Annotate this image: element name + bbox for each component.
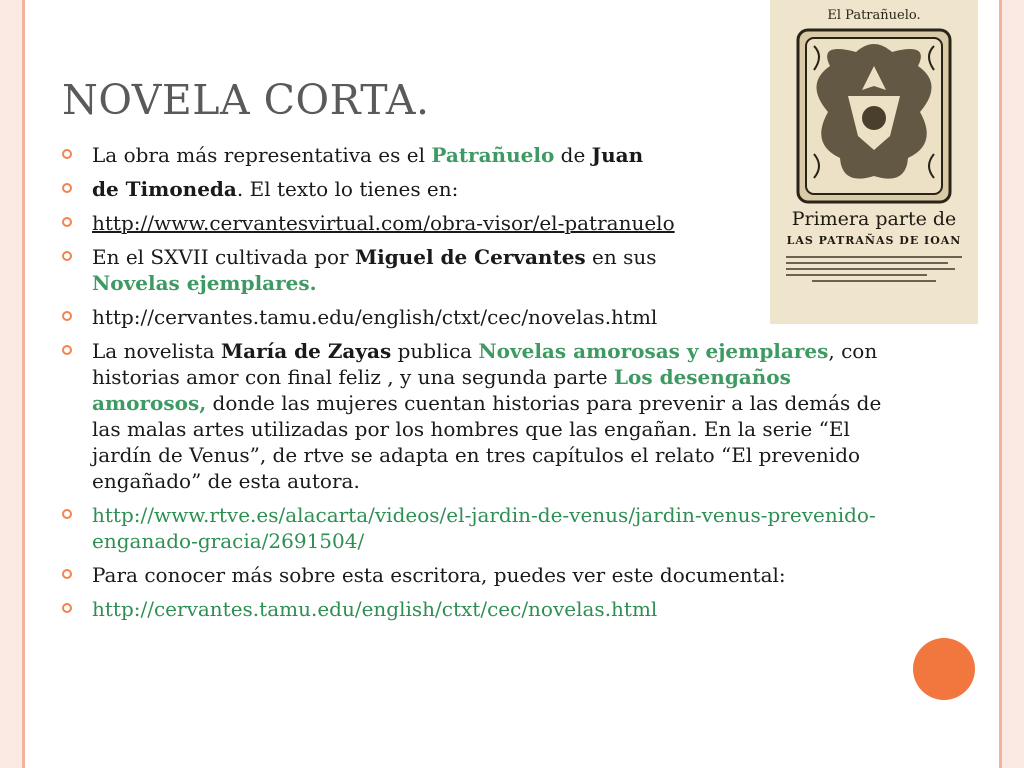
right-decorative-line bbox=[999, 0, 1002, 768]
bullet-icon bbox=[62, 217, 72, 227]
list-item: Para conocer más sobre esta escritora, puedes ver este documental: bbox=[62, 562, 892, 588]
bullet-icon bbox=[62, 149, 72, 159]
list-item bbox=[62, 304, 892, 330]
left-decorative-line bbox=[22, 0, 25, 768]
link-cervantes-tamu-2[interactable]: http://cervantes.tamu.edu/english/ctxt/cec/novelas.html bbox=[92, 597, 658, 621]
left-decorative-band bbox=[0, 0, 22, 768]
bullet-icon bbox=[62, 603, 72, 613]
list-item: La obra más representativa es el Patrañuelo de Juan bbox=[62, 142, 892, 168]
bullet-icon bbox=[62, 345, 72, 355]
list-item bbox=[62, 502, 892, 554]
slide-title: NOVELA CORTA. bbox=[62, 76, 430, 124]
list-item: En el SXVII cultivada por Miguel de Cervantes en sus Novelas ejemplares. bbox=[62, 244, 892, 296]
list-item: La novelista María de Zayas publica Novelas amorosas y ejemplares, con historias amor con final feliz , y una segunda parte Los desengaños amorosos, donde las mujeres cuentan historias para prevenir a las demás de las malas artes utilizadas por los hombres que las engañan. En la serie “El jardín de Venus”, de rtve se adapta en tres capítulos el relato “El prevenido engañado” de esta autora. bbox=[62, 338, 892, 494]
bullet-icon bbox=[62, 183, 72, 193]
highlight-patranuelo: Patrañuelo bbox=[431, 143, 555, 167]
link-rtve[interactable]: http://www.rtve.es/alacarta/videos/el-jardin-de-venus/jardin-venus-prevenido-enganado-gracia/2691504/ bbox=[92, 503, 876, 553]
decorative-orange-circle bbox=[913, 638, 975, 700]
bullet-icon bbox=[62, 251, 72, 261]
link-cervantes-tamu[interactable]: http://cervantes.tamu.edu/english/ctxt/cec/novelas.html bbox=[92, 305, 658, 329]
bullet-icon bbox=[62, 311, 72, 321]
link-cervantesvirtual[interactable]: http://www.cervantesvirtual.com/obra-visor/el-patranuelo bbox=[92, 211, 675, 235]
book-cover-small-text bbox=[786, 252, 962, 296]
list-item bbox=[62, 210, 892, 236]
book-cover-title: El Patrañuelo. bbox=[827, 8, 921, 23]
eagle-emblem-icon bbox=[770, 26, 978, 226]
book-cover-image bbox=[770, 0, 978, 324]
bullet-list bbox=[62, 142, 892, 630]
right-decorative-band bbox=[1002, 0, 1024, 768]
bullet-icon bbox=[62, 509, 72, 519]
book-cover-sub-line: LAS PATRAÑAS DE IOAN bbox=[786, 234, 962, 247]
list-item bbox=[62, 596, 892, 622]
bullet-icon bbox=[62, 569, 72, 579]
highlight-novelas-ejemplares: Novelas ejemplares. bbox=[92, 271, 317, 295]
list-item: de Timoneda. El texto lo tienes en: bbox=[62, 176, 892, 202]
book-cover-main-line: Primera parte de bbox=[791, 208, 957, 230]
